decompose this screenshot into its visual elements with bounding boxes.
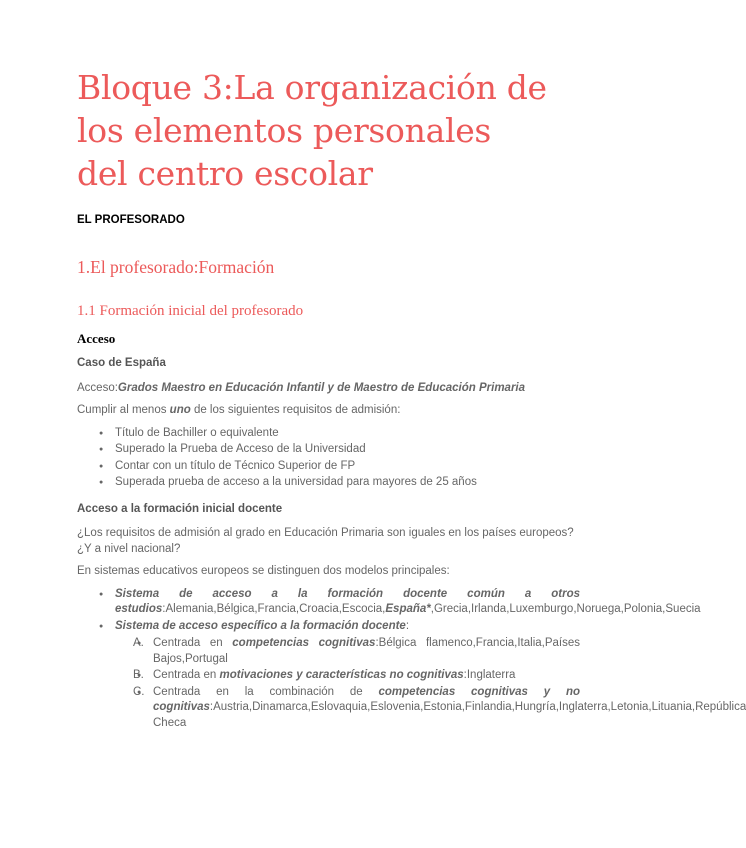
list-item: ● Superada prueba de acceso a la universidad para mayores de 25 años (115, 475, 580, 491)
list-item-model-specific: ● Sistema de acceso específico a la formación docente: ● A. Centrada en competencias cognitivas:Bélgica flamenco,Francia,Italia,Países Bajos,Portugal ● B. Centrada en motivaciones y características no cognitivas:Inglaterra ● C. Centrada en la combinación de competencias cognitivas y no cognitivas:Austria,Dinamarca,Eslovaquia,Eslovenia,Estonia,Finlandia,Hungría,Inglaterra,Letonia,Lituania,República Checa (115, 619, 580, 732)
models-list (77, 587, 746, 732)
heading-formacion-inicial: 1.1 Formación inicial del profesorado (77, 303, 304, 319)
list-item: ● Superado la Prueba de Acceso de la Universidad (115, 442, 580, 458)
heading-acceso: Acceso (77, 331, 116, 346)
models-intro: En sistemas educativos europeos se distinguen dos modelos principales: (77, 565, 450, 577)
specific-sublist (115, 636, 746, 731)
page-title: Bloque 3:La organización de los elementos personales del centro escolar (77, 68, 547, 193)
section-label: EL PROFESORADO (77, 214, 185, 226)
requisitos-list (77, 426, 580, 491)
sublist-item: ● B. Centrada en motivaciones y características no cognitivas:Inglaterra (153, 668, 580, 684)
question-paragraph: ¿Los requisitos de admisión al grado en Educación Primaria son iguales en los países europeos?¿Y a nivel nacional? (77, 527, 574, 555)
acceso-line: Acceso:Grados Maestro en Educación Infantil y de Maestro de Educación Primaria (77, 381, 526, 394)
list-item: ● Título de Bachiller o equivalente (115, 426, 580, 442)
cumplir-line: Cumplir al menos uno de los siguientes requisitos de admisión: (77, 404, 401, 416)
sublist-item: ● C. Centrada en la combinación de competencias cognitivas y no cognitivas:Austria,Dinamarca,Eslovaquia,Eslovenia,Estonia,Finlandia,Hungría,Inglaterra,Letonia,Lituania,República Checa (153, 685, 580, 732)
acceso-formacion-heading: Acceso a la formación inicial docente (77, 502, 283, 515)
list-item: ● Contar con un título de Técnico Superior de FP (115, 459, 580, 475)
sublist-item: ● A. Centrada en competencias cognitivas:Bélgica flamenco,Francia,Italia,Países Bajos,Portugal (153, 636, 580, 667)
document-body (77, 356, 746, 738)
list-item-model-common: ● Sistema de acceso a la formación docente común a otros estudios:Alemania,Bélgica,Francia,Croacia,Escocia,España*,Grecia,Irlanda,Luxemburgo,Noruega,Polonia,Suecia (115, 587, 580, 618)
heading-formacion: 1.El profesorado:Formación (77, 257, 275, 277)
caso-espana-heading: Caso de España (77, 357, 166, 369)
